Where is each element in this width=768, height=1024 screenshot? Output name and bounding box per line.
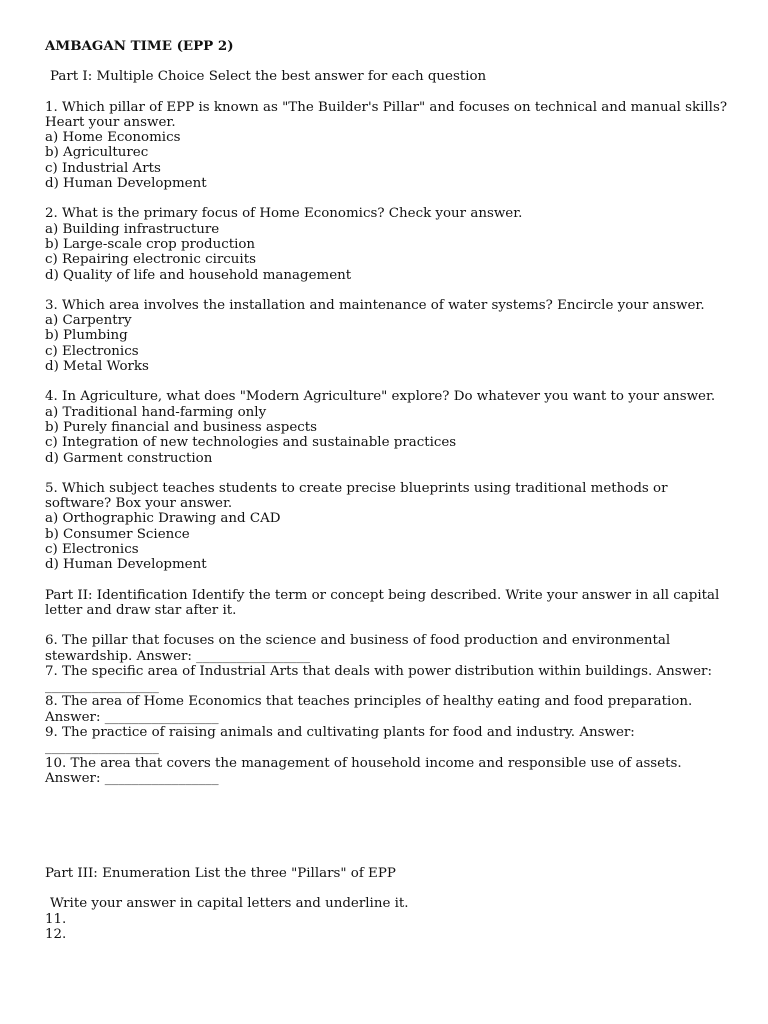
- question-2: [45, 206, 728, 282]
- option-c: c) Industrial Arts: [45, 160, 161, 176]
- option-b: b) Agriculturec: [45, 145, 149, 161]
- identification-item-10: 10. The area that covers the management of household income and responsible use of assets. Answer: _________________: [45, 755, 682, 786]
- part3-instruction: Write your answer in capital letters and underline it.: [50, 896, 409, 912]
- question-text: 1. Which pillar of EPP is known as "The Builder's Pillar" and focuses on technical and manual skills? Heart your answer.: [45, 99, 728, 130]
- option-d: d) Quality of life and household management: [45, 267, 352, 283]
- option-d: d) Metal Works: [45, 359, 149, 375]
- part3-section: [45, 896, 728, 942]
- part1-questions: [45, 100, 728, 573]
- option-c: c) Electronics: [45, 542, 139, 558]
- option-c: c) Integration of new technologies and sustainable practices: [45, 435, 457, 451]
- option-d: d) Human Development: [45, 176, 207, 192]
- identification-item-8: 8. The area of Home Economics that teaches principles of healthy eating and food preparation. Answer: _________________: [45, 694, 693, 725]
- option-d: d) Garment construction: [45, 450, 213, 466]
- identification-item-9: 9. The practice of raising animals and cultivating plants for food and industry. Answer: _________________: [45, 724, 635, 756]
- option-b: b) Consumer Science: [45, 526, 190, 542]
- part2-heading: Part II: Identification Identify the term or concept being described. Write your answer in all capital letter and draw star after it.: [45, 587, 720, 618]
- identification-item-6: 6. The pillar that focuses on the science and business of food production and environmental stewardship. Answer: _________________: [45, 633, 671, 664]
- question-1: [45, 100, 728, 192]
- question-3: [45, 298, 728, 374]
- question-text: 5. Which subject teaches students to create precise blueprints using traditional methods or software? Box your answer.: [45, 480, 668, 512]
- option-c: c) Electronics: [45, 343, 139, 359]
- part2-items: [45, 633, 728, 786]
- option-a: a) Building infrastructure: [45, 221, 220, 237]
- part1-heading: Part I: Multiple Choice Select the best answer for each question: [50, 69, 487, 85]
- part3-heading: Part III: Enumeration List the three "Pillars" of EPP: [45, 866, 396, 882]
- option-a: a) Orthographic Drawing and CAD: [45, 511, 281, 527]
- enumeration-item-11: 11.: [45, 911, 67, 927]
- question-4: [45, 389, 728, 465]
- option-a: a) Home Economics: [45, 130, 181, 146]
- question-text: 2. What is the primary focus of Home Economics? Check your answer.: [45, 206, 523, 222]
- worksheet-title: AMBAGAN TIME (EPP 2): [45, 38, 234, 54]
- option-b: b) Plumbing: [45, 328, 128, 344]
- identification-item-7: 7. The specific area of Industrial Arts that deals with power distribution within buildings. Answer: _________________: [45, 663, 712, 695]
- option-a: a) Carpentry: [45, 313, 132, 329]
- option-b: b) Large-scale crop production: [45, 236, 256, 252]
- option-d: d) Human Development: [45, 557, 207, 573]
- enumeration-item-12: 12.: [45, 927, 67, 943]
- question-text: 4. In Agriculture, what does "Modern Agriculture" explore? Do whatever you want to your answer.: [45, 389, 716, 405]
- option-b: b) Purely financial and business aspects: [45, 419, 318, 435]
- question-text: 3. Which area involves the installation and maintenance of water systems? Encircle your answer.: [45, 297, 705, 313]
- option-c: c) Repairing electronic circuits: [45, 252, 256, 268]
- option-a: a) Traditional hand-farming only: [45, 404, 267, 420]
- question-5: [45, 481, 728, 573]
